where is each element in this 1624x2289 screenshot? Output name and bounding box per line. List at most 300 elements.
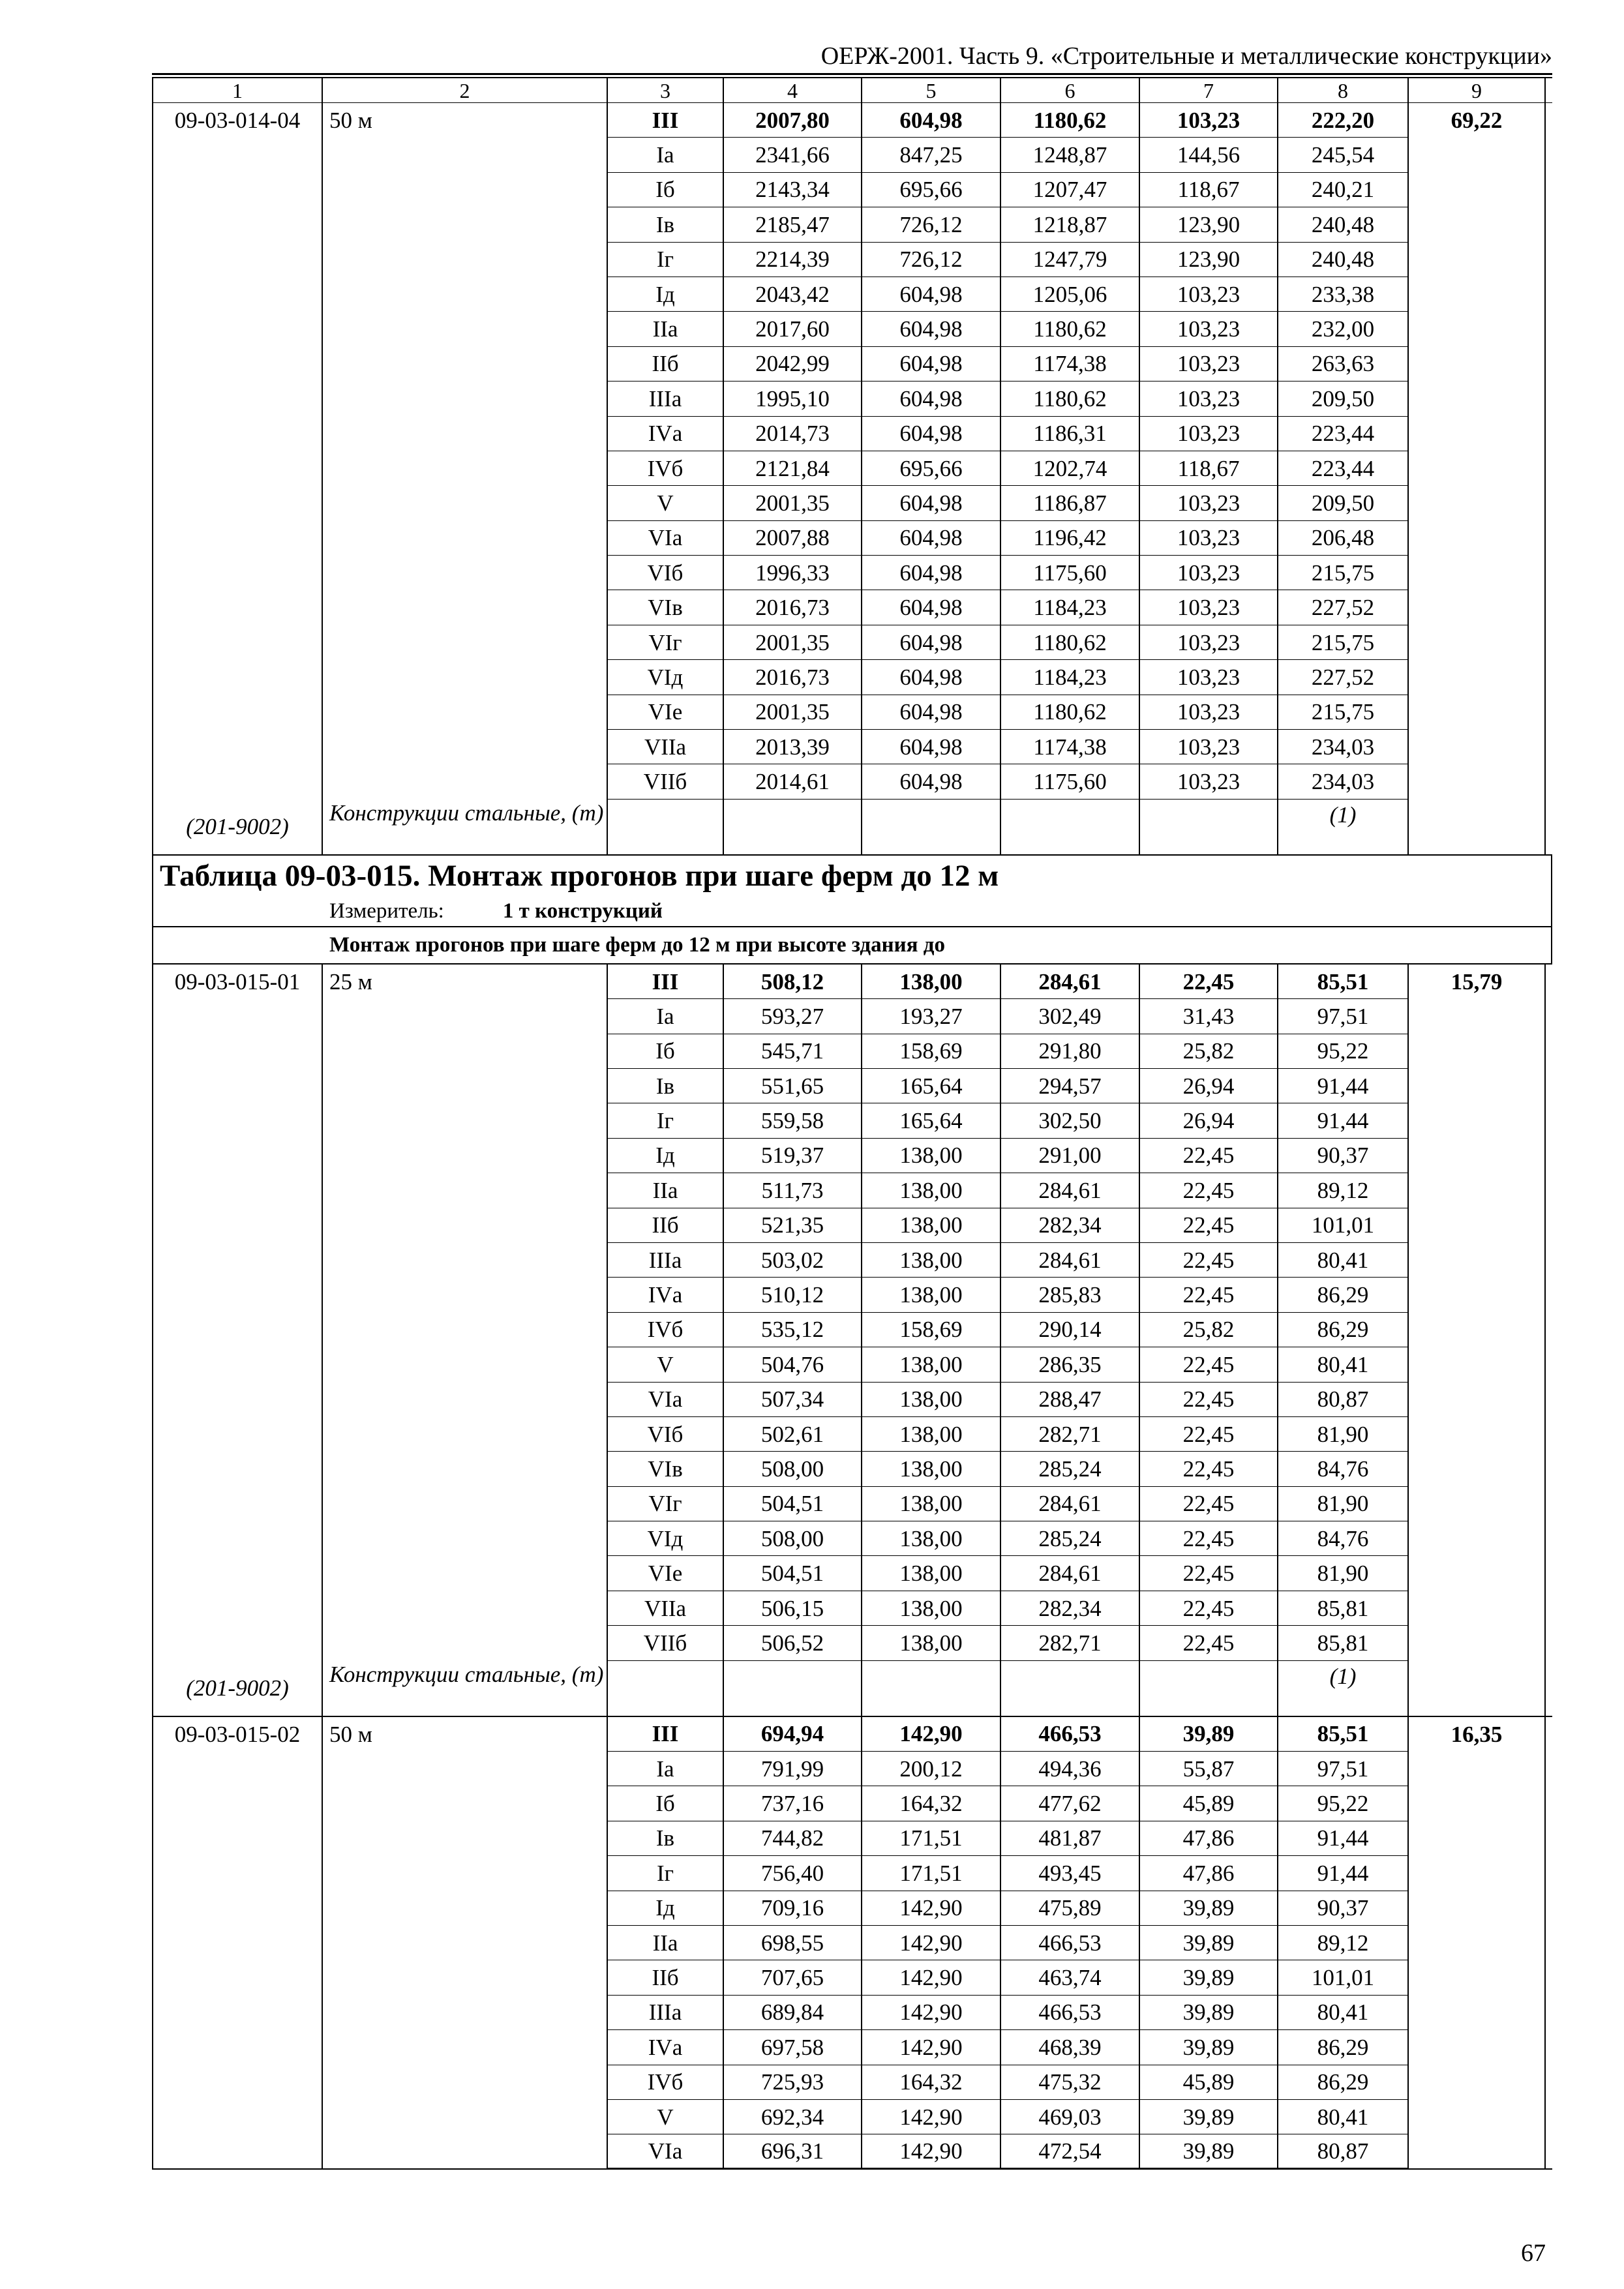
price-value: 142,90 [861, 2134, 1000, 2168]
price-value: 709,16 [723, 1891, 861, 1926]
price-value: 847,25 [861, 138, 1000, 172]
price-value: 521,35 [723, 1208, 861, 1243]
table-cell [152, 1278, 322, 1312]
table-cell [322, 1752, 607, 1786]
price-value: 240,48 [1277, 243, 1407, 277]
price-value: 290,14 [1000, 1313, 1139, 1347]
table-cell [152, 1856, 322, 1891]
table-cell [1407, 1786, 1546, 1821]
column-number-cell: 8 [1277, 78, 1407, 102]
price-value: 240,48 [1277, 207, 1407, 242]
table-cell [322, 1069, 607, 1103]
price-value: 1196,42 [1000, 521, 1139, 556]
price-value: 2121,84 [723, 451, 861, 486]
table-title: Таблица 09-03-015. Монтаж прогонов при шаге ферм до 12 м [152, 856, 1552, 897]
table-cell [322, 347, 607, 382]
price-value: 223,44 [1277, 451, 1407, 486]
table-row [152, 625, 1552, 660]
price-value: 744,82 [723, 1821, 861, 1856]
price-value: 95,22 [1277, 1034, 1407, 1069]
price-value: 103,23 [1139, 312, 1277, 346]
table-cell [1407, 1208, 1546, 1243]
zone-code: III [607, 1717, 723, 1752]
table-row [152, 1556, 1552, 1591]
zone-code: VIIа [607, 1591, 723, 1626]
table-cell [322, 1139, 607, 1173]
zone-code: III [607, 103, 723, 138]
table-cell [1407, 695, 1546, 730]
price-value: 2185,47 [723, 207, 861, 242]
price-value: 604,98 [861, 590, 1000, 625]
measure-value: 1 т конструкций [502, 899, 663, 923]
table-row [152, 173, 1552, 207]
table-cell [607, 800, 723, 854]
price-value: 284,61 [1000, 1556, 1139, 1591]
table-row [152, 1103, 1552, 1138]
table-cell [322, 1786, 607, 1821]
price-value: 39,89 [1139, 1717, 1277, 1752]
price-value: 1186,31 [1000, 417, 1139, 451]
table-row [152, 1821, 1552, 1856]
price-value: 604,98 [861, 277, 1000, 312]
price-value: 103,23 [1139, 521, 1277, 556]
table-cell [1407, 382, 1546, 416]
price-value: 22,45 [1139, 965, 1277, 999]
price-value: 475,89 [1000, 1891, 1139, 1926]
table-cell [322, 1856, 607, 1891]
table-row [152, 417, 1552, 451]
price-value: 103,23 [1139, 103, 1277, 138]
price-value: 481,87 [1000, 1821, 1139, 1856]
price-value: 39,89 [1139, 2134, 1277, 2168]
price-value: 26,94 [1139, 1103, 1277, 1138]
table-row [152, 590, 1552, 625]
table-row [152, 1278, 1552, 1312]
price-value: 164,32 [861, 2065, 1000, 2100]
header-rule [152, 73, 1552, 75]
price-value: 2014,73 [723, 417, 861, 451]
table-row [152, 138, 1552, 172]
price-value: 604,98 [861, 312, 1000, 346]
table-cell [1407, 800, 1546, 854]
price-value: 45,89 [1139, 1786, 1277, 1821]
table-cell [152, 1521, 322, 1556]
price-value: 466,53 [1000, 1996, 1139, 2030]
table-cell [1407, 1313, 1546, 1347]
table-row [152, 1417, 1552, 1452]
table-cell [152, 1208, 322, 1243]
table-row [152, 1856, 1552, 1891]
price-value: 1995,10 [723, 382, 861, 416]
price-value: 215,75 [1277, 556, 1407, 590]
zone-code: IIIа [607, 382, 723, 416]
table-cell [1407, 451, 1546, 486]
column-number-cell: 5 [861, 78, 1000, 102]
table-cell [152, 999, 322, 1034]
price-value: 593,27 [723, 999, 861, 1034]
table-cell [1407, 1452, 1546, 1486]
table-cell [322, 1487, 607, 1521]
table-row [152, 1752, 1552, 1786]
table-cell [322, 451, 607, 486]
table-cell [152, 1996, 322, 2030]
price-value: 698,55 [723, 1926, 861, 1960]
table-cell [861, 800, 1000, 854]
table-cell [152, 521, 322, 556]
table-row [152, 1452, 1552, 1486]
table-cell [152, 1313, 322, 1347]
price-value: 171,51 [861, 1821, 1000, 1856]
table-row [152, 695, 1552, 730]
table-cell [1407, 1173, 1546, 1208]
table-row [152, 1996, 1552, 2030]
price-value: 158,69 [861, 1313, 1000, 1347]
table-cell [152, 1243, 322, 1278]
table-cell [1407, 1626, 1546, 1660]
table-cell [322, 1626, 607, 1660]
table-row [152, 965, 1552, 999]
price-value: 86,29 [1277, 2065, 1407, 2100]
price-value: 103,23 [1139, 347, 1277, 382]
price-value: 689,84 [723, 1996, 861, 2030]
price-value: 138,00 [861, 1452, 1000, 1486]
price-value: 22,45 [1139, 1243, 1277, 1278]
column-number-row [152, 77, 1552, 103]
price-value: 227,52 [1277, 660, 1407, 695]
price-value: 694,94 [723, 1717, 861, 1752]
price-value: 2001,35 [723, 695, 861, 730]
norm-parameter: 50 м [322, 103, 607, 138]
norm-code: 09-03-015-01 [152, 965, 322, 999]
price-value: 695,66 [861, 173, 1000, 207]
table-cell [152, 243, 322, 277]
table-row [152, 1487, 1552, 1521]
price-value: 234,03 [1277, 730, 1407, 764]
table-cell [607, 1661, 723, 1716]
price-value: 506,52 [723, 1626, 861, 1660]
table-cell [1407, 999, 1546, 1034]
price-value: 604,98 [861, 347, 1000, 382]
table-cell [152, 1891, 322, 1926]
zone-code: IIб [607, 1208, 723, 1243]
table-cell [152, 173, 322, 207]
price-value: 1174,38 [1000, 730, 1139, 764]
table-row [152, 1313, 1552, 1347]
table-row [152, 1960, 1552, 1995]
norm-code: 09-03-015-02 [152, 1717, 322, 1752]
table-cell [1407, 347, 1546, 382]
price-value: 286,35 [1000, 1347, 1139, 1382]
zone-code: IIIа [607, 1996, 723, 2030]
price-value: 80,41 [1277, 1347, 1407, 1382]
table-cell [152, 660, 322, 695]
table-cell [152, 1103, 322, 1138]
zone-code: VIд [607, 660, 723, 695]
table-cell [1407, 486, 1546, 520]
zone-code: VIг [607, 625, 723, 660]
price-value: 1180,62 [1000, 695, 1139, 730]
price-value: 22,45 [1139, 1173, 1277, 1208]
table-cell [322, 2030, 607, 2065]
table-row [152, 1173, 1552, 1208]
table-cell [322, 486, 607, 520]
table-cell [152, 625, 322, 660]
column-number-cell: 2 [322, 78, 607, 102]
table-cell [152, 1173, 322, 1208]
zone-code: VIб [607, 1417, 723, 1452]
table-cell [322, 1996, 607, 2030]
zone-code: IVб [607, 451, 723, 486]
price-value: 80,41 [1277, 1996, 1407, 2030]
zone-code: VIб [607, 556, 723, 590]
table-cell [322, 660, 607, 695]
price-value: 138,00 [861, 1278, 1000, 1312]
table-cell [1407, 1856, 1546, 1891]
zone-code: Iв [607, 1821, 723, 1856]
table-cell [1407, 243, 1546, 277]
price-value: 142,90 [861, 1996, 1000, 2030]
table-cell [152, 277, 322, 312]
price-value: 84,76 [1277, 1452, 1407, 1486]
zone-code: IIб [607, 1960, 723, 1995]
table-cell [322, 1103, 607, 1138]
price-value: 22,45 [1139, 1417, 1277, 1452]
price-value: 39,89 [1139, 2100, 1277, 2134]
price-value: 118,67 [1139, 451, 1277, 486]
table-cell [322, 730, 607, 764]
table-cell [322, 1383, 607, 1417]
price-value: 2016,73 [723, 660, 861, 695]
table-cell [152, 1383, 322, 1417]
zone-code: VIд [607, 1521, 723, 1556]
price-value: 285,83 [1000, 1278, 1139, 1312]
price-value: 138,00 [861, 1173, 1000, 1208]
table-row [152, 1034, 1552, 1069]
price-value: 545,71 [723, 1034, 861, 1069]
table-cell [322, 2065, 607, 2100]
price-value: 2143,34 [723, 173, 861, 207]
table-cell [322, 1891, 607, 1926]
table-cell [1407, 312, 1546, 346]
table-cell [152, 1591, 322, 1626]
table-cell [1407, 2100, 1546, 2134]
price-value: 604,98 [861, 382, 1000, 416]
table-cell [1407, 1417, 1546, 1452]
price-value: 39,89 [1139, 1926, 1277, 1960]
table-cell [152, 1786, 322, 1821]
price-value: 215,75 [1277, 625, 1407, 660]
price-value: 494,36 [1000, 1752, 1139, 1786]
table-cell [152, 1821, 322, 1856]
zone-code: Iб [607, 173, 723, 207]
price-value: 86,29 [1277, 2030, 1407, 2065]
price-value: 138,00 [861, 1591, 1000, 1626]
table-row [152, 764, 1552, 799]
table-row [152, 1717, 1552, 1752]
price-value: 697,58 [723, 2030, 861, 2065]
price-value: 294,57 [1000, 1069, 1139, 1103]
price-value: 206,48 [1277, 521, 1407, 556]
norms-table [152, 77, 1552, 2170]
price-value: 200,12 [861, 1752, 1000, 1786]
price-value: 604,98 [861, 660, 1000, 695]
table-cell [1407, 173, 1546, 207]
table-cell [152, 138, 322, 172]
zone-code: VIв [607, 1452, 723, 1486]
zone-code: VIе [607, 1556, 723, 1591]
price-value: 103,23 [1139, 556, 1277, 590]
column-number-cell: 4 [723, 78, 861, 102]
table-cell [1407, 764, 1546, 799]
table-row [152, 556, 1552, 590]
table-cell [322, 1960, 607, 1995]
price-value: 469,03 [1000, 2100, 1139, 2134]
price-value: 103,23 [1139, 486, 1277, 520]
table-cell [152, 312, 322, 346]
price-value: 142,90 [861, 1891, 1000, 1926]
table-cell [322, 173, 607, 207]
price-value: 468,39 [1000, 2030, 1139, 2065]
table-cell [152, 2134, 322, 2168]
price-value: 138,00 [861, 1208, 1000, 1243]
price-value: 26,94 [1139, 1069, 1277, 1103]
table-row [152, 207, 1552, 242]
price-value: 22,45 [1139, 1208, 1277, 1243]
price-value: 1180,62 [1000, 103, 1139, 138]
table-cell [1407, 1960, 1546, 1995]
subtitle-row [152, 927, 1552, 965]
price-value: 209,50 [1277, 486, 1407, 520]
price-value: 288,47 [1000, 1383, 1139, 1417]
table-row [152, 1139, 1552, 1173]
norm-parameter: 25 м [322, 965, 607, 999]
table-cell [1139, 1661, 1277, 1716]
price-value: 1218,87 [1000, 207, 1139, 242]
price-value: 81,90 [1277, 1556, 1407, 1591]
zone-code: V [607, 486, 723, 520]
price-value: 39,89 [1139, 1891, 1277, 1926]
price-value: 39,89 [1139, 2030, 1277, 2065]
price-value: 165,64 [861, 1069, 1000, 1103]
table-cell [1407, 1821, 1546, 1856]
price-value: 2007,80 [723, 103, 861, 138]
table-cell [152, 1926, 322, 1960]
table-cell [1407, 730, 1546, 764]
price-value: 142,90 [861, 1960, 1000, 1995]
column-number-cell: 3 [607, 78, 723, 102]
price-value: 97,51 [1277, 1752, 1407, 1786]
price-value: 511,73 [723, 1173, 861, 1208]
table-cell [1407, 660, 1546, 695]
table-cell [322, 1821, 607, 1856]
price-value: 466,53 [1000, 1926, 1139, 1960]
price-value: 502,61 [723, 1417, 861, 1452]
norm-parameter: 50 м [322, 1717, 607, 1752]
zone-code: IVб [607, 1313, 723, 1347]
zone-code: IVа [607, 1278, 723, 1312]
table-cell [322, 382, 607, 416]
material-row [152, 800, 1552, 856]
price-value: 223,44 [1277, 417, 1407, 451]
price-value: 81,90 [1277, 1487, 1407, 1521]
table-cell [322, 1313, 607, 1347]
price-value: 604,98 [861, 695, 1000, 730]
price-value: 138,00 [861, 1243, 1000, 1278]
price-value: 2341,66 [723, 138, 861, 172]
price-value: 284,61 [1000, 1173, 1139, 1208]
table-cell [322, 243, 607, 277]
table-cell [1407, 625, 1546, 660]
price-value: 696,31 [723, 2134, 861, 2168]
price-value: 2007,88 [723, 521, 861, 556]
price-value: 91,44 [1277, 1856, 1407, 1891]
price-value: 604,98 [861, 103, 1000, 138]
table-cell [1000, 1661, 1139, 1716]
price-value: 1180,62 [1000, 625, 1139, 660]
price-value: 142,90 [861, 1717, 1000, 1752]
table-cell [1407, 1103, 1546, 1138]
table-cell [152, 1417, 322, 1452]
price-value: 39,89 [1139, 1960, 1277, 1995]
price-value: 138,00 [861, 1347, 1000, 1382]
zone-code: IVа [607, 2030, 723, 2065]
table-cell [152, 1752, 322, 1786]
table-cell [152, 764, 322, 799]
table-row [152, 999, 1552, 1034]
zone-code: VIIб [607, 764, 723, 799]
price-value: 118,67 [1139, 173, 1277, 207]
table-row [152, 1521, 1552, 1556]
table-cell [152, 695, 322, 730]
material-row [152, 1661, 1552, 1717]
table-cell [322, 695, 607, 730]
price-value: 302,50 [1000, 1103, 1139, 1138]
table-cell [1407, 2065, 1546, 2100]
price-value: 551,65 [723, 1069, 861, 1103]
price-value: 215,75 [1277, 695, 1407, 730]
price-value: 535,12 [723, 1313, 861, 1347]
table-row [152, 103, 1552, 138]
table-cell [322, 138, 607, 172]
table-cell [152, 347, 322, 382]
table-cell [152, 2065, 322, 2100]
price-value: 466,53 [1000, 1717, 1139, 1752]
table-cell [1407, 521, 1546, 556]
norm-code: 09-03-014-04 [152, 103, 322, 138]
price-value: 2001,35 [723, 625, 861, 660]
table-cell [152, 486, 322, 520]
price-value: 1202,74 [1000, 451, 1139, 486]
price-value: 506,15 [723, 1591, 861, 1626]
price-value: 707,65 [723, 1960, 861, 1995]
price-value: 232,00 [1277, 312, 1407, 346]
price-value: 510,12 [723, 1278, 861, 1312]
price-value: 171,51 [861, 1856, 1000, 1891]
price-value: 2001,35 [723, 486, 861, 520]
price-value: 45,89 [1139, 2065, 1277, 2100]
table-cell [1407, 1069, 1546, 1103]
table-cell [322, 590, 607, 625]
table-row [152, 1591, 1552, 1626]
table-cell [152, 1556, 322, 1591]
table-cell [1407, 590, 1546, 625]
price-value: 101,01 [1277, 1208, 1407, 1243]
price-value: 240,21 [1277, 173, 1407, 207]
price-value: 85,81 [1277, 1591, 1407, 1626]
price-value: 193,27 [861, 999, 1000, 1034]
table-cell [152, 1487, 322, 1521]
price-value: 604,98 [861, 486, 1000, 520]
